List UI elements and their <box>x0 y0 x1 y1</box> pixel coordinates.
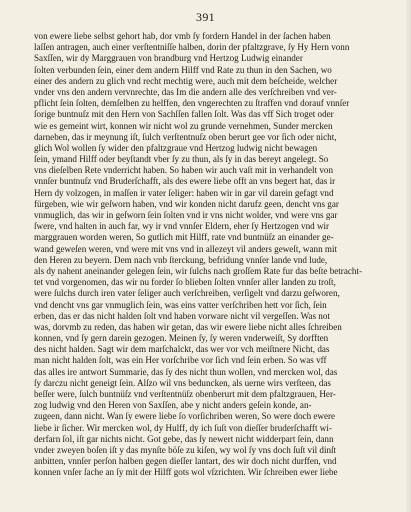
text-line: marggrauen worden weren, So gutlich mit Hilff, rate vnd buntnüſz an einander ge- <box>34 232 334 243</box>
text-line: erben, das er das nicht halden ſolt vnd haben vorware nicht vil vergeſſen. Was not <box>34 310 330 321</box>
text-line: tet vnd vorgenomen, das wir nu forder ſo blieben ſolten vnnſer aller landen zu troſt, <box>34 277 336 288</box>
text-line: man nicht halden ſolt, was ein Her vorſchribe vor ſich vnd ſein erben. So was vff <box>34 355 327 366</box>
text-line: ſwere, vnd halten in auch far, wy ir vnd vnnſer Eldern, eher ſy Hertzogen vnd wir <box>34 221 330 232</box>
text-line: vnd dencht vns gar vnmuglich ſein, was eins vatter verſchriben hett vor ſich, ſein <box>34 299 327 310</box>
text-line: des nicht halden. Sagt wir dem marſchalckt, das wer vor vch meiſtnere Nicht, das <box>34 344 330 355</box>
text-line: von ewere liebe selbst gehort hab, dor vmb ſy fordern Handel in der ſachen haben <box>34 31 331 41</box>
text-line: den Heren zu beyern. Dem nach vnb ſterckung, befridung vnnſer lande vnd lude, <box>34 254 328 265</box>
text-line: vnnſer buntnuſz vnd Bruderſchafft, als des ewere liebe offt an vns begert hat, das ir <box>34 176 336 187</box>
text-line: Saxſſen, wir dy Marggrauen von brandburg vnd Hertzog Ludwig einander <box>34 53 303 64</box>
text-line: ſein, ymand Hilff oder beyſtandt vber ſy zu thun, als ſy in das bereyt angelegt. So <box>34 154 329 165</box>
text-line: konnen vnſer ſache an ſy mit der Hilff gots wol vſzrichten. Wir ſchreiben ewer liebe <box>34 467 338 478</box>
body-text <box>34 31 411 479</box>
text-line: konnen, vnd ſy gern darein gezogen. Meinen ſy, ſy weren vnderweiſt, Sy dorfften <box>34 333 329 344</box>
text-line: laſſen antragen, auch einer verſtentniſſe halben, dorin der pfaltzgrave, ſy Hy Hern vonn <box>34 42 350 53</box>
text-line: fürgeben, wie wir geſworn haben, vnd wir konden nicht darufz geen, dencht vns gar <box>34 198 339 209</box>
text-line: darneben, das ir meynung iſt, ſulch verſtentnuſz oben berurt gee vor ſich oder nicht, <box>34 131 337 142</box>
text-line: ſy darczu nicht geneigt ſein. Alſzo wil vns beduncken, als uerne wirs verſteen, das <box>34 377 331 388</box>
text-line: wie es gemeint wirt, konnen wir nicht wol zu grunde vernehmen, Sunder mercken <box>34 120 333 131</box>
page-edge-shadow <box>405 0 411 512</box>
text-line: beſſer were, ſulch buntnüſz vnd verſtentnüſz obenberurt mit dem pfaltzgrauen, Her- <box>34 389 336 399</box>
text-line: liebe ir ſicher. Wir mercken wol, dy Hulff, dy ich ſuſt von dieſſer bruderſchafft wi- <box>34 422 332 433</box>
text-line: anbitten, vnnſer perſon halben gegen dieſſer lantart, des wir doch nicht durffen, vnd <box>34 456 337 467</box>
text-line: wand geweſen weren, vnd were mit vns vnd in allezeyt vil anders geweſt, wann mit <box>34 243 338 254</box>
text-line: pflicht ſein ſolten, demſelben zu helffen, den vngerechten zu ſtraffen vnd dorauf vnnſer <box>34 98 350 109</box>
text-line: vnder zweyen boſen iſt y das mynſte böſe zu kiſen, wy wol ſy vns doch ſuſt vil dinſt <box>34 444 337 455</box>
text-line: ſorige buntnuſz mit den Hern von Sachſſen fallen ſolt. Was das vff Sich troget oder <box>34 109 334 120</box>
text-line: vnmuglich, das wir in geſworn ſein ſolten vnd ir vns nicht wolder, vnd were vns gar <box>34 210 338 220</box>
text-line: vnder vns den andern vervnrechte, das Im die andern alle des verſchreiben vnd ver- <box>34 86 337 97</box>
text-line: Hern dy volzogen, in maſſen ir vater ſeliger: haben wir in gar vil darein gefagt vnd <box>34 187 334 198</box>
text-line: das alles ire antwort Summarie, das ſy des nicht thun wollen, vnd mercken wol, das <box>34 366 338 377</box>
text-line: vns dieſelben Rete vnderricht haben. So haben wir auch vaſt mit in verhandelt von <box>34 165 333 176</box>
text-line: were ſulchs durch iren vater ſeliger auch verſchreiben, verſigelt vnd darzu geſworen, <box>34 288 340 299</box>
text-line: zugeen, dann nicht. Wan ſy ewere liebe ſo vorſichriben weren, So were doch ewere <box>34 411 336 422</box>
text-line: als dy nahent aneinander gelegen ſein, wir ſulchs nach groſſem Rate fur das beſte betracht- <box>34 265 363 276</box>
text-line: glich Wol wollen ſy wider den pfaltzgraue vnd Hertzog ludwig nicht bewagen <box>34 142 318 153</box>
page-number: 391 <box>196 10 215 24</box>
text-line: zog ludwig vnd den Heren von Saxſſen, abe y nicht anders geſein konde, an- <box>34 400 312 411</box>
text-line: derfarn ſol, iſt gar nichts nicht. Got gebe, das ſy newert nicht widderpart ſein, dann <box>34 433 334 444</box>
text-line: einer des andern zu glich vnd recht mechtig were, auch mit dem beſcheide, welcher <box>34 75 338 86</box>
text-line: was, dorvmb zu reden, das haben wir getan, das wir ewere liebe nicht alles ſchreiben <box>34 321 342 332</box>
text-line: ſolten verbunden ſein, einer dem andern Hilff vnd Rate zu thun in den Sachen, wo <box>34 64 332 75</box>
